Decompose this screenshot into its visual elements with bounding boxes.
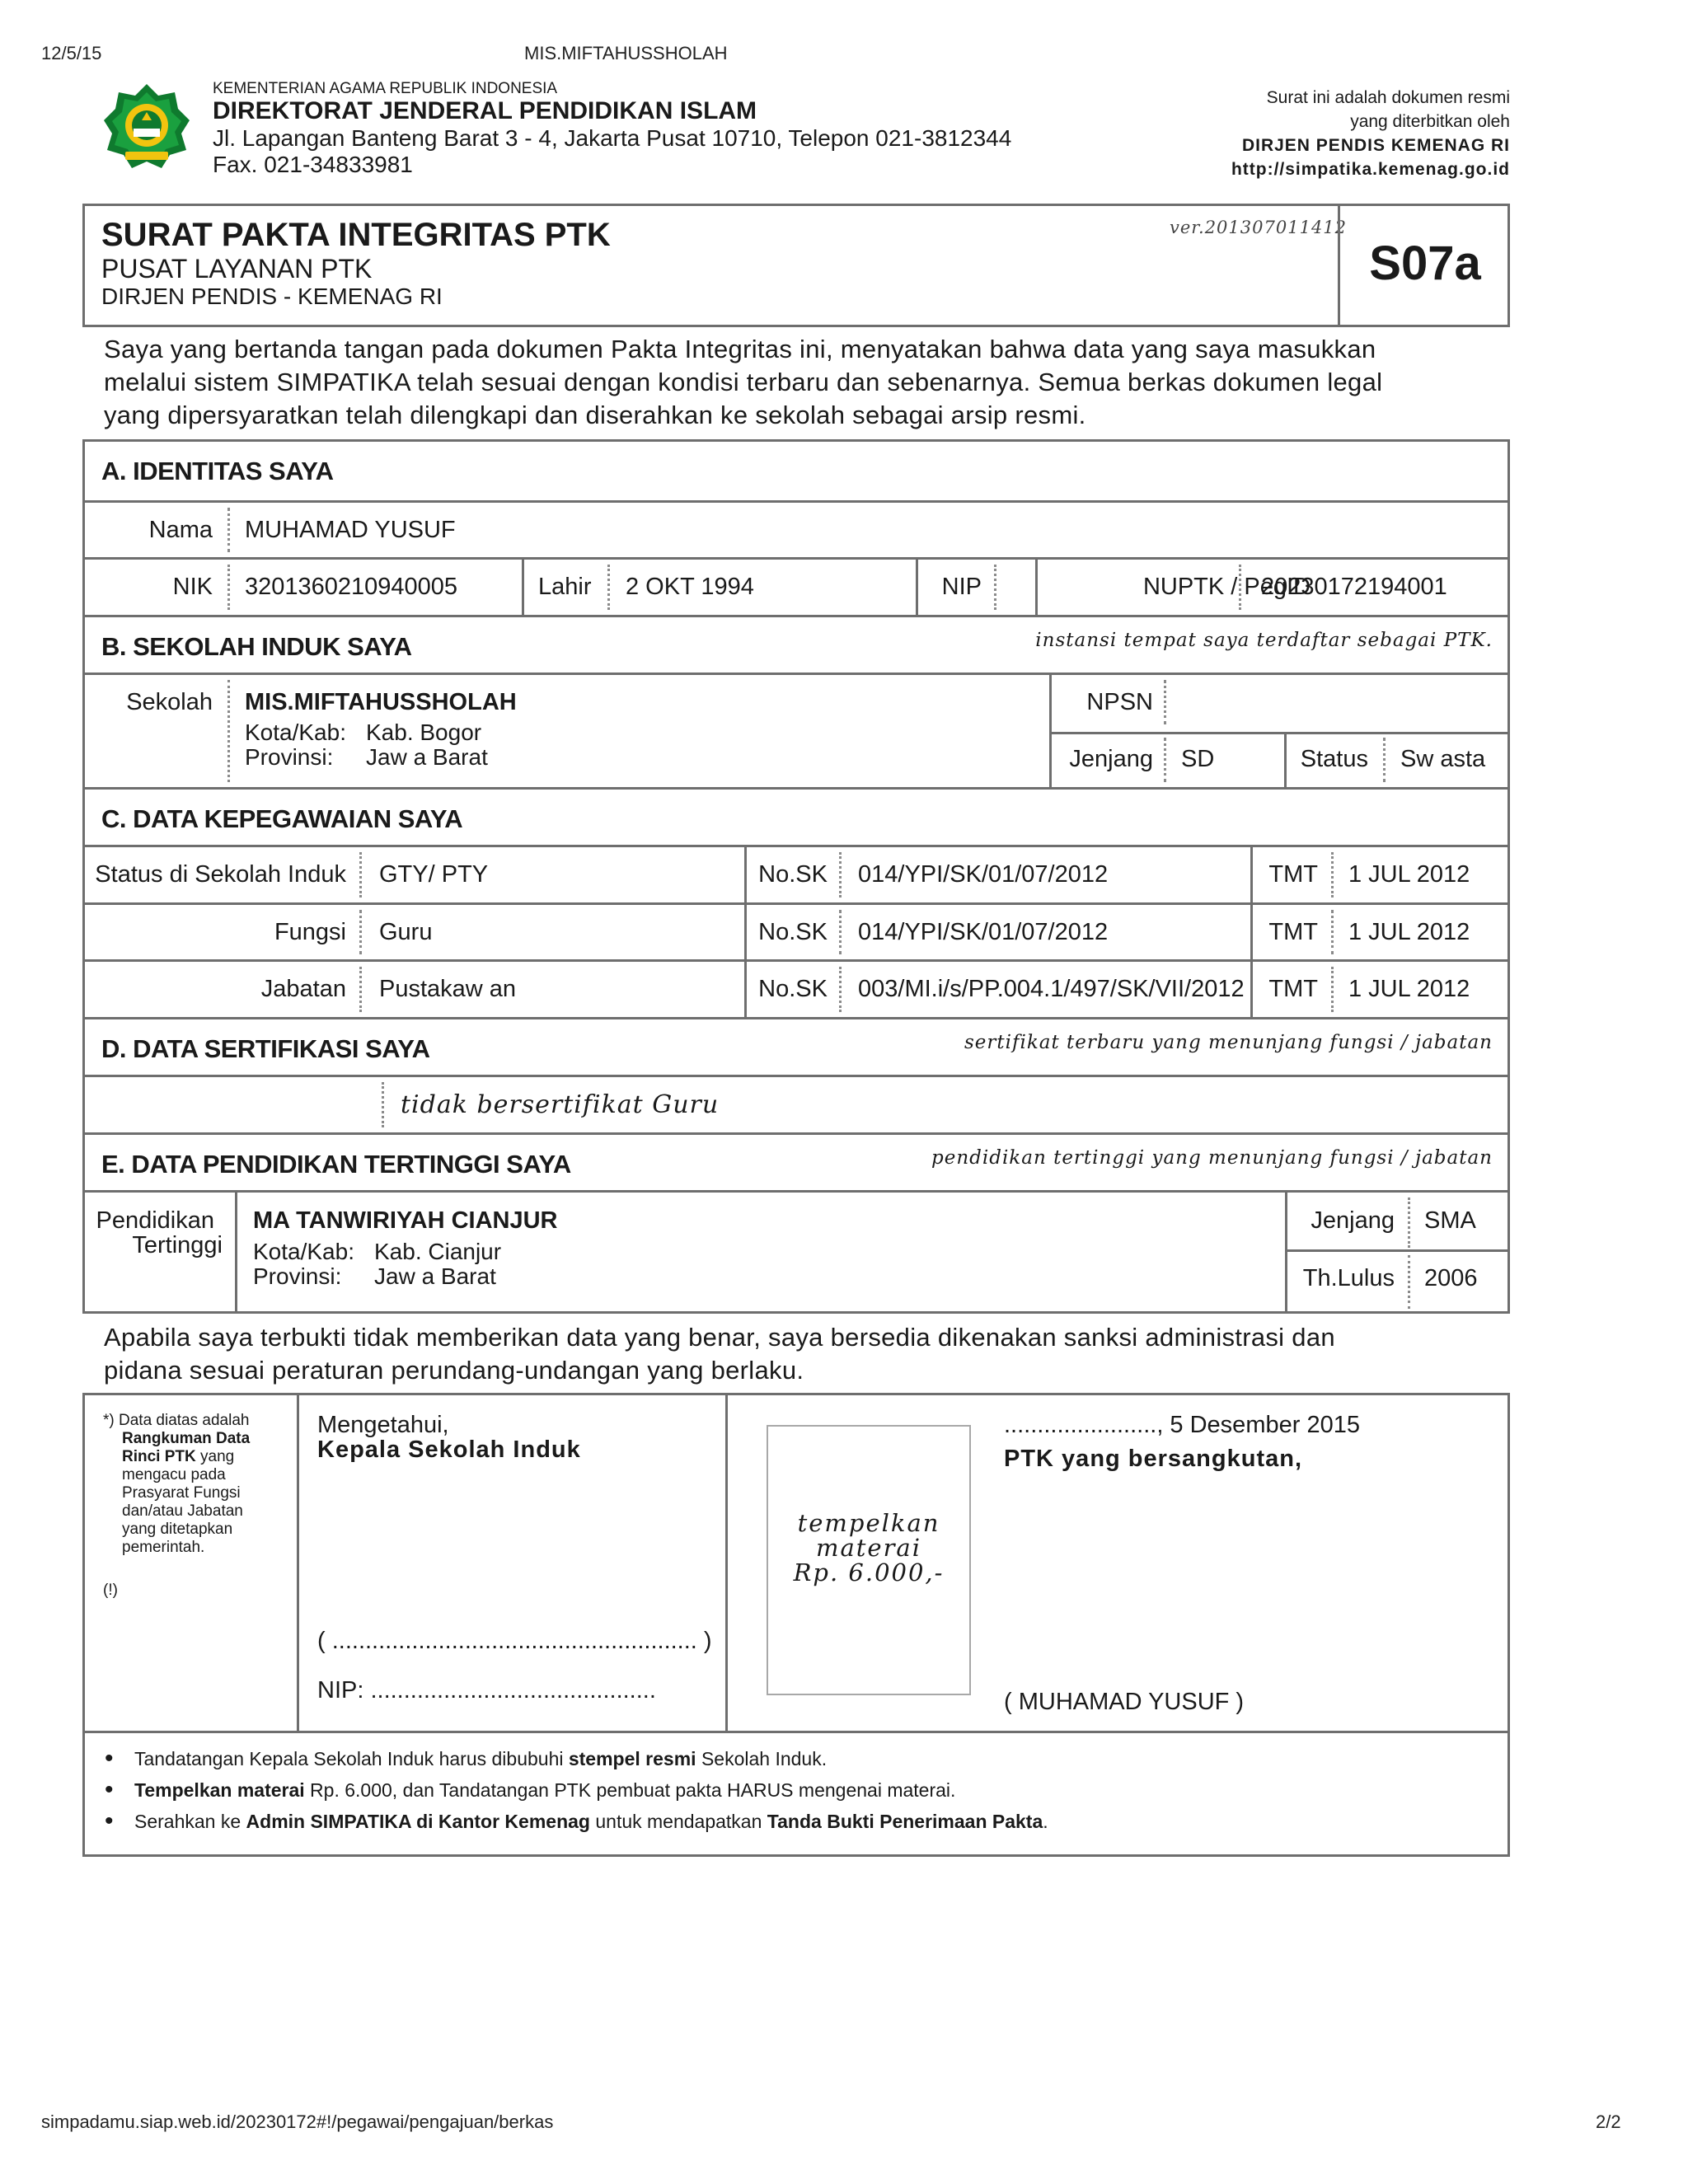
provinsi-label: Provinsi: bbox=[245, 744, 334, 770]
status-value: Sw asta bbox=[1400, 746, 1486, 772]
nama-label: Nama bbox=[148, 517, 213, 543]
form-code: S07a bbox=[1369, 237, 1481, 290]
education-school: MA TANWIRIYAH CIANJUR bbox=[253, 1207, 558, 1234]
graduation-year-value: 2006 bbox=[1424, 1265, 1478, 1291]
kota-label: Kota/Kab: bbox=[245, 719, 346, 745]
nik-row bbox=[85, 557, 1507, 615]
print-title: MIS.MIFTAHUSSHOLAH bbox=[524, 43, 728, 63]
nik-value: 3201360210940005 bbox=[245, 574, 458, 600]
version-label: ver.201307011412 bbox=[1170, 218, 1348, 237]
provinsi-value: Jaw a Barat bbox=[366, 744, 488, 770]
sk-label: No.SK bbox=[758, 919, 828, 945]
tmt-value: 1 JUL 2012 bbox=[1348, 861, 1470, 888]
sk-label: No.SK bbox=[758, 976, 828, 1002]
letterhead bbox=[213, 81, 1011, 178]
signature-box bbox=[82, 1393, 1510, 1857]
education-jenjang-value: SMA bbox=[1424, 1207, 1476, 1234]
ptk-label: PTK yang bersangkutan, bbox=[1004, 1446, 1303, 1472]
official-notice-url: http://simpatika.kemenag.go.id bbox=[1231, 160, 1510, 179]
sekolah-value: MIS.MIFTAHUSSHOLAH bbox=[245, 689, 517, 715]
principal-label: Kepala Sekolah Induk bbox=[317, 1436, 581, 1463]
intro-paragraph bbox=[104, 333, 1505, 432]
title-box bbox=[82, 204, 1510, 327]
education-provinsi-value: Jaw a Barat bbox=[374, 1263, 496, 1289]
principal-nip-line: NIP: ........................................... bbox=[317, 1677, 656, 1704]
instructions bbox=[85, 1731, 1507, 1854]
employment-value: GTY/ PTY bbox=[379, 861, 489, 888]
certification-row bbox=[85, 1075, 1507, 1132]
intro-line: yang dipersyaratkan telah dilengkapi dan diserahkan ke sekolah sebagai arsip resmi. bbox=[104, 401, 1086, 429]
intro-line: melalui sistem SIMPATIKA telah sesuai dengan kondisi terbaru dan sebenarnya. Semua berkas dokumen legal bbox=[104, 368, 1383, 396]
section-c-header bbox=[85, 787, 1507, 845]
ministry-name: KEMENTERIAN AGAMA REPUBLIK INDONESIA bbox=[213, 80, 558, 97]
jenjang-value: SD bbox=[1181, 746, 1215, 772]
education-kota-label: Kota/Kab: bbox=[253, 1239, 354, 1264]
fax: Fax. 021-34833981 bbox=[213, 152, 413, 177]
official-notice bbox=[1231, 86, 1510, 181]
sk-value: 014/YPI/SK/01/07/2012 bbox=[858, 919, 1109, 945]
education-label-2: Tertinggi bbox=[132, 1232, 223, 1258]
section-b-heading: B. SEKOLAH INDUK SAYA bbox=[101, 632, 412, 661]
nik-label: NIK bbox=[172, 574, 213, 600]
signing-date: ......................., 5 Desember 2015 bbox=[1004, 1412, 1360, 1438]
sk-label: No.SK bbox=[758, 861, 828, 888]
data-form bbox=[82, 439, 1510, 1314]
npsn-label: NPSN bbox=[1086, 689, 1153, 715]
section-e-note: pendidikan tertinggi yang menunjang fungsi / jabatan bbox=[931, 1147, 1493, 1169]
tmt-value: 1 JUL 2012 bbox=[1348, 976, 1470, 1002]
jenjang-label: Jenjang bbox=[1069, 746, 1153, 772]
ptk-name: ( MUHAMAD YUSUF ) bbox=[1004, 1689, 1245, 1715]
status-label: Status bbox=[1300, 746, 1368, 772]
stamp-text: materai bbox=[815, 1534, 922, 1562]
education-label-1: Pendidikan bbox=[96, 1207, 214, 1234]
instruction-item: • Tandatangan Kepala Sekolah Induk harus dibubuhi stempel resmi Sekolah Induk. bbox=[85, 1743, 1507, 1774]
document-subtitle-1: PUSAT LAYANAN PTK bbox=[101, 254, 373, 284]
section-d-heading: D. DATA SERTIFIKASI SAYA bbox=[101, 1034, 430, 1063]
education-provinsi-label: Provinsi: bbox=[253, 1263, 342, 1289]
graduation-year-label: Th.Lulus bbox=[1302, 1265, 1395, 1291]
tmt-label: TMT bbox=[1268, 861, 1318, 888]
employment-value: Guru bbox=[379, 919, 433, 945]
section-e-heading: E. DATA PENDIDIKAN TERTINGGI SAYA bbox=[101, 1150, 571, 1179]
section-b-header bbox=[85, 615, 1507, 673]
tmt-label: TMT bbox=[1268, 976, 1318, 1002]
employment-label: Fungsi bbox=[274, 919, 346, 945]
certification-value: tidak bersertifikat Guru bbox=[401, 1090, 720, 1119]
sk-value: 003/MI.i/s/PP.004.1/497/SK/VII/2012 bbox=[858, 976, 1245, 1002]
instruction-item: • Serahkan ke Admin SIMPATIKA di Kantor Kemenag untuk mendapatkan Tanda Bukti Penerimaan Pakta. bbox=[85, 1806, 1507, 1837]
official-notice-issuer: DIRJEN PENDIS KEMENAG RI bbox=[1241, 136, 1510, 155]
employment-row bbox=[85, 959, 1507, 1017]
kota-value: Kab. Bogor bbox=[366, 719, 482, 745]
address: Jl. Lapangan Banteng Barat 3 - 4, Jakarta Pusat 10710, Telepon 021-3812344 bbox=[213, 125, 1012, 151]
employment-label: Status di Sekolah Induk bbox=[95, 861, 346, 888]
official-notice-line1: Surat ini adalah dokumen resmi bbox=[1266, 88, 1510, 107]
employment-label: Jabatan bbox=[260, 976, 346, 1002]
tmt-label: TMT bbox=[1268, 919, 1318, 945]
nama-row bbox=[85, 500, 1507, 557]
nuptk-label: NUPTK / PegID bbox=[1142, 574, 1311, 600]
page-number: 2/2 bbox=[1596, 2111, 1621, 2132]
directorate-name: DIREKTORAT JENDERAL PENDIDIKAN ISLAM bbox=[213, 97, 757, 124]
education-kota-value: Kab. Cianjur bbox=[374, 1239, 502, 1264]
print-url[interactable]: simpadamu.siap.web.id/20230172#!/pegawai/pengajuan/berkas bbox=[41, 2111, 554, 2132]
sekolah-block bbox=[85, 673, 1507, 787]
footnote: *) Data diatas adalah Rangkuman Data Rinci PTK yang mengacu pada Prasyarat Fungsi dan/atau Jabatan yang ditetapkan pemerintah. (!) bbox=[103, 1412, 251, 1599]
sekolah-label: Sekolah bbox=[126, 689, 213, 715]
closing-line: pidana sesuai peraturan perundang-undangan yang berlaku. bbox=[104, 1356, 804, 1385]
section-e-header bbox=[85, 1132, 1507, 1190]
lahir-label: Lahir bbox=[538, 574, 592, 600]
employment-row bbox=[85, 902, 1507, 959]
sk-value: 014/YPI/SK/01/07/2012 bbox=[858, 861, 1109, 888]
stamp-text: tempelkan bbox=[797, 1509, 940, 1537]
employment-value: Pustakaw an bbox=[379, 976, 517, 1002]
nuptk-value: 20230172194001 bbox=[1261, 574, 1447, 600]
section-a-heading: A. IDENTITAS SAYA bbox=[101, 457, 334, 485]
stamp-text: Rp. 6.000,- bbox=[793, 1558, 945, 1586]
instruction-item: • Tempelkan materai Rp. 6.000, dan Tandatangan PTK pembuat pakta HARUS mengenai materai. bbox=[85, 1774, 1507, 1806]
section-d-header bbox=[85, 1017, 1507, 1075]
tmt-value: 1 JUL 2012 bbox=[1348, 919, 1470, 945]
section-b-note: instansi tempat saya terdaftar sebagai PTK. bbox=[1035, 630, 1493, 651]
document-title: SURAT PAKTA INTEGRITAS PTK bbox=[101, 217, 611, 253]
nama-value: MUHAMAD YUSUF bbox=[245, 517, 456, 543]
employment-row bbox=[85, 845, 1507, 902]
education-block bbox=[85, 1190, 1507, 1314]
acknowledged-label: Mengetahui, bbox=[317, 1412, 449, 1438]
document-subtitle-2: DIRJEN PENDIS - KEMENAG RI bbox=[101, 284, 443, 309]
stamp-placeholder bbox=[767, 1425, 971, 1695]
print-date: 12/5/15 bbox=[41, 43, 102, 63]
section-c-heading: C. DATA KEPEGAWAIAN SAYA bbox=[101, 804, 463, 833]
principal-signature-line: ( ....................................................... ) bbox=[317, 1628, 712, 1654]
closing-line: Apabila saya terbukti tidak memberikan data yang benar, saya bersedia dikenakan sanksi administrasi dan bbox=[104, 1323, 1335, 1352]
kemenag-emblem-icon bbox=[101, 81, 193, 173]
official-notice-line2: yang diterbitkan oleh bbox=[1350, 112, 1510, 131]
education-jenjang-label: Jenjang bbox=[1311, 1207, 1395, 1234]
nip-label: NIP bbox=[941, 574, 982, 600]
closing-statement bbox=[104, 1321, 1505, 1387]
intro-line: Saya yang bertanda tangan pada dokumen Pakta Integritas ini, menyatakan bahwa data yang saya masukkan bbox=[104, 335, 1376, 363]
section-d-note: sertifikat terbaru yang menunjang fungsi / jabatan bbox=[964, 1032, 1493, 1053]
lahir-value: 2 OKT 1994 bbox=[626, 574, 754, 600]
